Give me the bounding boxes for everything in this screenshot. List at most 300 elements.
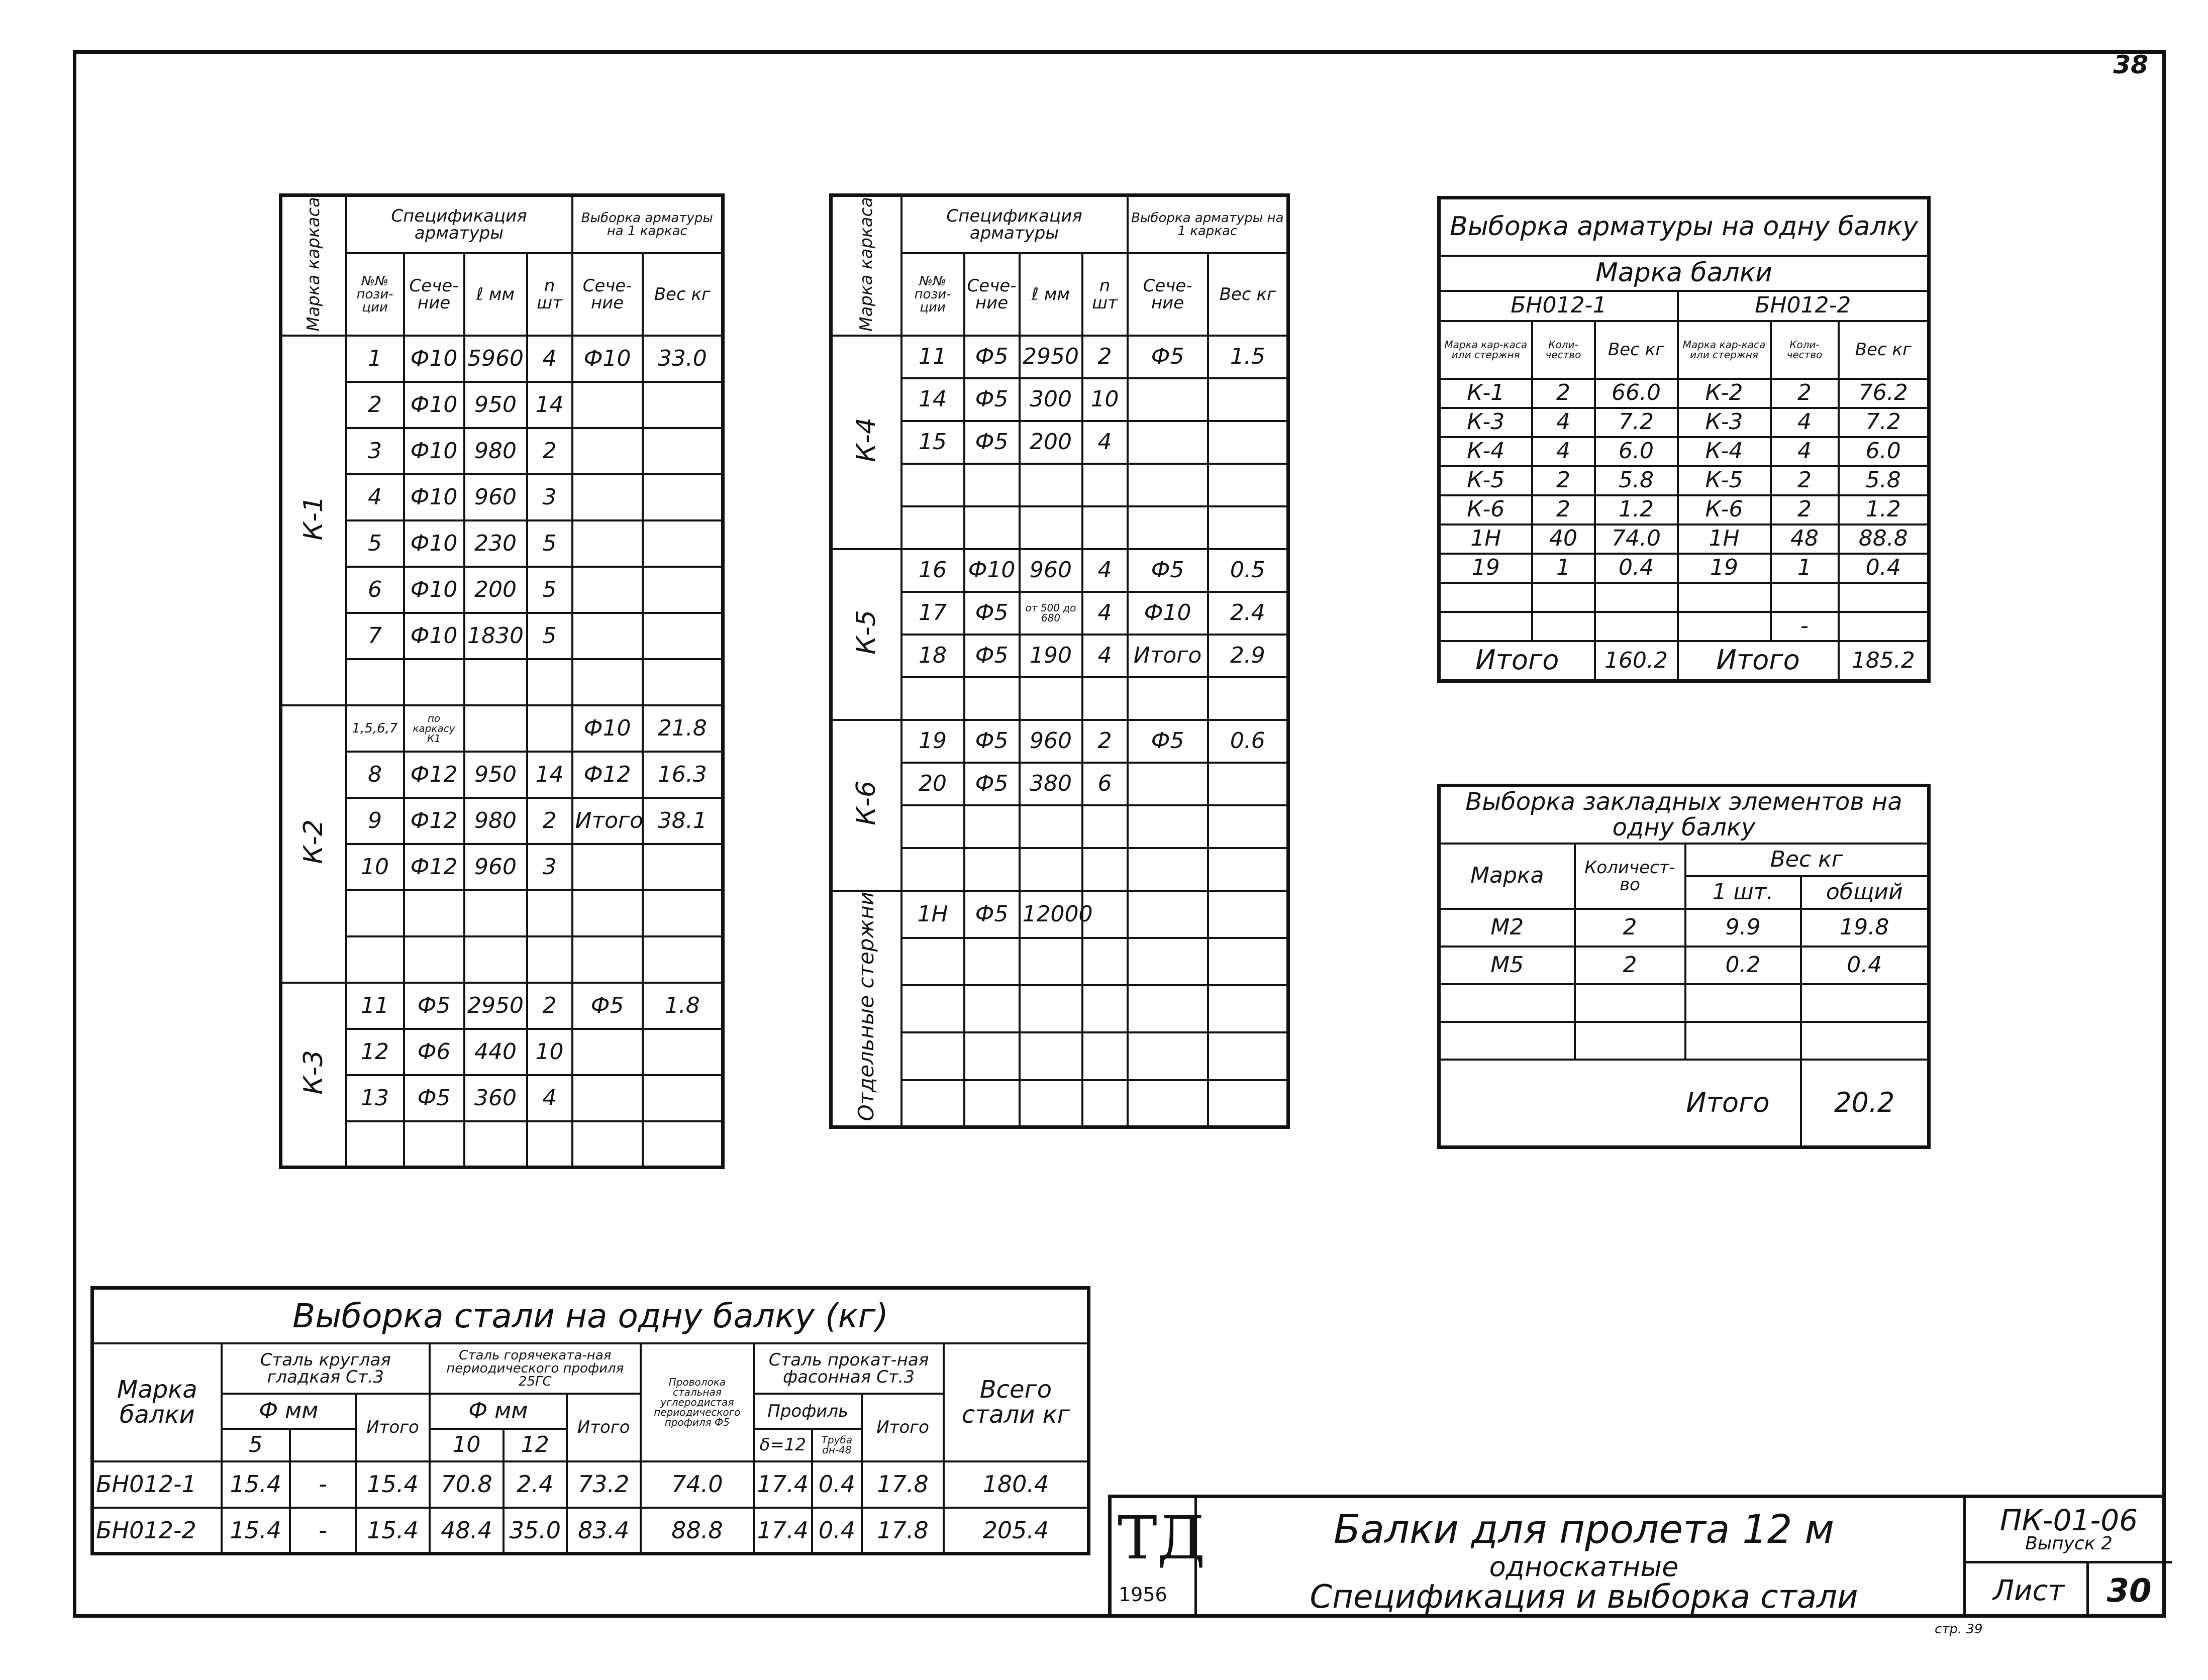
- cell-w: [1208, 805, 1288, 848]
- table-cell: [1575, 984, 1685, 1022]
- group-label: Отдельные стержни: [831, 891, 901, 1127]
- table-cell: 1Н: [1678, 524, 1771, 554]
- header-all: Всего стали кг: [944, 1343, 1089, 1461]
- cell-pos: [901, 677, 964, 720]
- cell-len: 5960: [464, 336, 527, 382]
- cell-w: [643, 936, 723, 983]
- cell-len: [464, 705, 527, 752]
- cell-ssec: [1128, 848, 1208, 891]
- cell-sec: [964, 1032, 1020, 1080]
- table-cell: М5: [1439, 947, 1575, 984]
- cell-ssec: [1128, 938, 1208, 985]
- table-cell: К-4: [1439, 437, 1532, 466]
- table-cell: 2: [1575, 947, 1685, 984]
- table-cell: 48: [1771, 524, 1839, 554]
- cell-n: [1082, 677, 1128, 720]
- cell-w: [1208, 677, 1288, 720]
- cell-w: [643, 1121, 723, 1168]
- cell-sec: Ф5: [964, 592, 1020, 635]
- cell-len: 960: [464, 474, 527, 520]
- table-cell: 66.0: [1595, 379, 1678, 408]
- header-total-shape: Итого: [862, 1394, 944, 1461]
- cell-sec: [964, 985, 1020, 1032]
- header-qty: Коли-чество: [1532, 321, 1595, 379]
- group-label: К-1: [281, 336, 346, 705]
- cell-pos: 6: [346, 567, 404, 613]
- cell-w: 0.5: [1208, 549, 1288, 592]
- cell-ssec: [572, 936, 643, 983]
- header-profile: Профиль: [754, 1394, 862, 1429]
- cell-sec: [964, 805, 1020, 848]
- table-cell: 1Н: [1439, 524, 1532, 554]
- cell-n: 14: [527, 382, 572, 428]
- cell-sec: Ф5: [964, 720, 1020, 763]
- cell-sec: Ф5: [964, 763, 1020, 805]
- cell-n: 3: [527, 844, 572, 890]
- cell-sec: Ф10: [404, 428, 464, 474]
- total-label: Итого: [1439, 641, 1595, 681]
- table-cell: К-3: [1678, 408, 1771, 437]
- table-cell: 180.4: [944, 1461, 1089, 1508]
- table-cell: 205.4: [944, 1508, 1089, 1554]
- total-value: 185.2: [1839, 641, 1929, 681]
- table-row: [831, 891, 1288, 938]
- stamp-sheet: 30: [2106, 1572, 2152, 1610]
- table-row: [281, 983, 723, 1029]
- group-label: К-6: [831, 720, 901, 891]
- header-spec: Спецификация арматуры: [901, 195, 1128, 254]
- cell-n: [527, 936, 572, 983]
- cell-sec: [404, 659, 464, 705]
- table-cell: [1532, 612, 1595, 641]
- table-row: [1439, 379, 1929, 408]
- cell-n: 14: [527, 752, 572, 798]
- cell-ssec: [572, 890, 643, 936]
- table-cell: 0.4: [1801, 947, 1929, 984]
- header-section: Сече-ние: [964, 253, 1020, 335]
- cell-pos: 15: [901, 421, 964, 464]
- table-row: [831, 549, 1288, 592]
- cell-ssec: Ф5: [1128, 336, 1208, 378]
- cell-n: 2: [1082, 336, 1128, 378]
- header-shape-steel: Сталь прокат-ная фасонная Ст.3: [754, 1343, 944, 1394]
- cell-len: 960: [1020, 549, 1082, 592]
- table-row: [1439, 612, 1929, 641]
- table-cell: [1839, 583, 1929, 612]
- cell-len: [1020, 464, 1082, 506]
- cell-len: от 500 до 680: [1020, 592, 1082, 635]
- cell-w: 33.0: [643, 336, 723, 382]
- header-weight: Вес кг: [1595, 321, 1678, 379]
- cell-len: 1830: [464, 613, 527, 659]
- table-cell: 6.0: [1595, 437, 1678, 466]
- cell-ssec: [572, 428, 643, 474]
- cell-sec: Ф10: [404, 613, 464, 659]
- table-row: [281, 1121, 723, 1168]
- cell-n: 4: [1082, 549, 1128, 592]
- table-cell: К-2: [1678, 379, 1771, 408]
- group-label: К-5: [831, 549, 901, 720]
- table-row: [281, 474, 723, 520]
- table-cell: 19: [1678, 554, 1771, 583]
- total-label: Итого: [1678, 641, 1839, 681]
- table-cell: [1439, 612, 1532, 641]
- stamp-sheet-label: Лист: [1993, 1574, 2064, 1607]
- cell-len: 200: [1020, 421, 1082, 464]
- header-pipe: Труба dн-48: [812, 1429, 862, 1461]
- cell-n: 10: [1082, 378, 1128, 421]
- table-cell: 83.4: [567, 1508, 641, 1554]
- table-row: [281, 936, 723, 983]
- header-weight-total: общий: [1801, 876, 1929, 909]
- cell-w: 1.8: [643, 983, 723, 1029]
- cell-pos: 1,5,6,7: [346, 705, 404, 752]
- cell-sec: Ф10: [964, 549, 1020, 592]
- table-cell: М2: [1439, 909, 1575, 947]
- table-cell: 5.8: [1595, 466, 1678, 495]
- cell-n: [1082, 1080, 1128, 1127]
- cell-w: 2.4: [1208, 592, 1288, 635]
- cell-ssec: [572, 1121, 643, 1168]
- cell-len: 230: [464, 520, 527, 567]
- cell-n: 5: [527, 613, 572, 659]
- cell-pos: 17: [901, 592, 964, 635]
- cell-sec: [964, 1080, 1020, 1127]
- cell-w: 0.6: [1208, 720, 1288, 763]
- table-row: [1439, 466, 1929, 495]
- cell-ssec: Ф5: [1128, 720, 1208, 763]
- header-mark-2: Марка кар-каса или стержня: [1678, 321, 1771, 379]
- cell-sec: [964, 938, 1020, 985]
- table-cell: 0.4: [812, 1461, 862, 1508]
- cell-ssec: [1128, 985, 1208, 1032]
- table-cell: [1532, 583, 1595, 612]
- cell-ssec: [1128, 1032, 1208, 1080]
- cell-len: 300: [1020, 378, 1082, 421]
- table-cell: 17.4: [754, 1508, 812, 1554]
- cell-n: [1082, 938, 1128, 985]
- table-cell: 0.4: [1839, 554, 1929, 583]
- cell-n: [1082, 985, 1128, 1032]
- table-row: [281, 613, 723, 659]
- steel-title: Выборка стали на одну балку (кг): [92, 1288, 1089, 1343]
- table-cell: 70.8: [430, 1461, 504, 1508]
- table-cell: 15.4: [222, 1461, 290, 1508]
- table-cell: 0.2: [1685, 947, 1801, 984]
- table-cell: 88.8: [1839, 524, 1929, 554]
- cell-len: [1020, 677, 1082, 720]
- cell-n: 5: [527, 520, 572, 567]
- cell-len: 2950: [1020, 336, 1082, 378]
- cell-w: [1208, 1080, 1288, 1127]
- cell-ssec: [1128, 421, 1208, 464]
- table-cell: 19.8: [1801, 909, 1929, 947]
- cell-len: [464, 890, 527, 936]
- table-cell: [1771, 583, 1839, 612]
- cell-len: 380: [1020, 763, 1082, 805]
- table-cell: К-5: [1678, 466, 1771, 495]
- cell-pos: 12: [346, 1029, 404, 1075]
- table-cell: 0.4: [812, 1508, 862, 1554]
- table-cell: 74.0: [1595, 524, 1678, 554]
- header-phi: Ф мм: [222, 1394, 356, 1429]
- total-label: Итого: [1439, 1060, 1801, 1147]
- table-cell: 48.4: [430, 1508, 504, 1554]
- cell-ssec: [1128, 891, 1208, 938]
- table-cell: 5.8: [1839, 466, 1929, 495]
- cell-n: 2: [527, 983, 572, 1029]
- table-row: [1439, 947, 1929, 984]
- table-cell: [1439, 984, 1575, 1022]
- table-cell: [1801, 984, 1929, 1022]
- cell-pos: 11: [346, 983, 404, 1029]
- cell-w: 16.3: [643, 752, 723, 798]
- beam-mark: БН012-1: [92, 1461, 222, 1508]
- cell-pos: 4: [346, 474, 404, 520]
- table-row: [1439, 909, 1929, 947]
- table-cell: 35.0: [504, 1508, 567, 1554]
- table-cell: 4: [1532, 408, 1595, 437]
- table-row: [281, 1029, 723, 1075]
- table-cell: 17.8: [862, 1508, 944, 1554]
- table-row: [281, 798, 723, 844]
- cell-pos: 20: [901, 763, 964, 805]
- table-row: [281, 890, 723, 936]
- cell-pos: 8: [346, 752, 404, 798]
- stamp-right: [1963, 1498, 2169, 1618]
- cell-w: [643, 1075, 723, 1121]
- table-cell: К-4: [1678, 437, 1771, 466]
- cell-len: 960: [464, 844, 527, 890]
- cell-w: 38.1: [643, 798, 723, 844]
- header-length: ℓ мм: [1020, 253, 1082, 335]
- cell-ssec: [1128, 464, 1208, 506]
- stamp-code: ПК-01-06: [1999, 1503, 2138, 1537]
- cell-sec: по каркасу К1: [404, 705, 464, 752]
- cell-pos: 19: [901, 720, 964, 763]
- table-cell: 6.0: [1839, 437, 1929, 466]
- header-wire: Проволока стальная углеродистая периодического профиля Ф5: [641, 1343, 754, 1461]
- cell-ssec: [1128, 763, 1208, 805]
- header-selection: Выборка арматуры на 1 каркас: [1128, 195, 1288, 254]
- cell-ssec: Итого: [1128, 635, 1208, 677]
- table-cell: 17.4: [754, 1461, 812, 1508]
- cell-sec: [404, 890, 464, 936]
- table-cell: 1.2: [1839, 495, 1929, 524]
- cell-len: 950: [464, 382, 527, 428]
- table-row: [1439, 1022, 1929, 1060]
- cell-n: 2: [527, 428, 572, 474]
- cell-len: [464, 659, 527, 705]
- cell-pos: [901, 1080, 964, 1127]
- cell-w: [643, 520, 723, 567]
- cell-ssec: [1128, 1080, 1208, 1127]
- cell-pos: [901, 985, 964, 1032]
- cell-pos: [346, 936, 404, 983]
- cell-len: 440: [464, 1029, 527, 1075]
- table-row: [281, 705, 723, 752]
- table-cell: 2.4: [504, 1461, 567, 1508]
- cell-sec: [964, 464, 1020, 506]
- cell-pos: [901, 848, 964, 891]
- header-qty: Количест-во: [1575, 844, 1685, 909]
- table-row: [1439, 408, 1929, 437]
- table-row: [1439, 524, 1929, 554]
- stamp-caption: Спецификация и выборка стали: [1310, 1579, 1858, 1616]
- table-row: [281, 844, 723, 890]
- header-section-2: Сече-ние: [1128, 253, 1208, 335]
- cell-pos: [346, 890, 404, 936]
- table-cell: 2: [1532, 466, 1595, 495]
- cell-n: [527, 705, 572, 752]
- beam-2-header: БН012-2: [1678, 291, 1929, 321]
- table-cell: 1: [1771, 554, 1839, 583]
- cell-sec: Ф12: [404, 798, 464, 844]
- header-selection: Выборка арматуры на 1 каркас: [572, 195, 723, 254]
- cell-sec: Ф12: [404, 752, 464, 798]
- stamp-title: Балки для пролета 12 м: [1333, 1507, 1835, 1552]
- cell-w: 1.5: [1208, 336, 1288, 378]
- header-count: n шт: [527, 253, 572, 335]
- header-d-12: 12: [504, 1429, 567, 1461]
- cell-ssec: [572, 659, 643, 705]
- table-row: [281, 567, 723, 613]
- table-cell: [1678, 612, 1771, 641]
- cell-w: [643, 382, 723, 428]
- cell-sec: Ф5: [964, 891, 1020, 938]
- cell-w: [1208, 938, 1288, 985]
- table-cell: 15.4: [356, 1461, 430, 1508]
- header-d-10: 10: [430, 1429, 504, 1461]
- cell-len: 200: [464, 567, 527, 613]
- table-cell: [1439, 583, 1532, 612]
- cell-pos: [901, 464, 964, 506]
- group-label: К-4: [831, 336, 901, 549]
- header-weight: Вес кг: [643, 253, 723, 335]
- cell-n: 3: [527, 474, 572, 520]
- beam-mark: БН012-2: [92, 1508, 222, 1554]
- cell-w: [643, 474, 723, 520]
- cell-sec: [404, 936, 464, 983]
- header-total-hot: Итого: [567, 1394, 641, 1461]
- cell-n: [1082, 848, 1128, 891]
- table-row: [281, 659, 723, 705]
- cell-n: 6: [1082, 763, 1128, 805]
- header-mark: Марка кар-каса или стержня: [1439, 321, 1532, 379]
- cell-w: [1208, 848, 1288, 891]
- cell-ssec: [1128, 378, 1208, 421]
- cell-ssec: Ф5: [572, 983, 643, 1029]
- cell-sec: Ф5: [964, 421, 1020, 464]
- cell-len: 190: [1020, 635, 1082, 677]
- table-cell: 2: [1532, 495, 1595, 524]
- cell-w: [1208, 421, 1288, 464]
- header-mark: Марка каркаса: [281, 195, 346, 336]
- table-cell: [1685, 984, 1801, 1022]
- cell-pos: 2: [346, 382, 404, 428]
- cell-ssec: [1128, 805, 1208, 848]
- total-value: 20.2: [1801, 1060, 1929, 1147]
- table-cell: 40: [1532, 524, 1595, 554]
- cell-n: [527, 1121, 572, 1168]
- cell-w: [1208, 763, 1288, 805]
- rebar-title: Выборка арматуры на одну балку: [1439, 198, 1929, 256]
- cell-sec: Ф6: [404, 1029, 464, 1075]
- table-row: [281, 382, 723, 428]
- stamp-subtitle: односкатные: [1489, 1551, 1679, 1583]
- cell-sec: Ф10: [404, 336, 464, 382]
- cell-w: [643, 1029, 723, 1075]
- stamp-year: 1956: [1119, 1584, 1167, 1606]
- total-value: 160.2: [1595, 641, 1678, 681]
- cell-sec: Ф10: [404, 382, 464, 428]
- header-phi-5: 5: [222, 1429, 290, 1461]
- table-cell: [1801, 1022, 1929, 1060]
- cell-pos: [901, 805, 964, 848]
- cell-pos: 13: [346, 1075, 404, 1121]
- header-weight-one: 1 шт.: [1685, 876, 1801, 909]
- cell-n: [527, 890, 572, 936]
- stamp-issue: Выпуск 2: [2025, 1533, 2113, 1554]
- table-cell: 19: [1439, 554, 1532, 583]
- cell-sec: Ф10: [404, 520, 464, 567]
- header-section-2: Сече-ние: [572, 253, 643, 335]
- cell-sec: Ф5: [964, 635, 1020, 677]
- table-row: [92, 1508, 1089, 1554]
- cell-len: [1020, 985, 1082, 1032]
- table-cell: [1439, 1022, 1575, 1060]
- cell-sec: Ф12: [404, 844, 464, 890]
- cell-sec: Ф5: [404, 1075, 464, 1121]
- cell-w: [643, 567, 723, 613]
- table-cell: К-5: [1439, 466, 1532, 495]
- table-cell: -: [1771, 612, 1839, 641]
- cell-pos: 1Н: [901, 891, 964, 938]
- cell-w: [643, 613, 723, 659]
- cell-len: [464, 936, 527, 983]
- cell-ssec: Ф10: [572, 336, 643, 382]
- header-count: n шт: [1082, 253, 1128, 335]
- header-round-steel: Сталь круглая гладкая Ст.3: [222, 1343, 430, 1394]
- cell-len: 950: [464, 752, 527, 798]
- header-length: ℓ мм: [464, 253, 527, 335]
- table-row: [1439, 554, 1929, 583]
- cell-ssec: [1128, 677, 1208, 720]
- table-cell: 15.4: [222, 1508, 290, 1554]
- table-cell: 4: [1532, 437, 1595, 466]
- spec-table-1: [279, 193, 725, 1169]
- table-cell: 4: [1771, 408, 1839, 437]
- table-cell: 74.0: [641, 1461, 754, 1508]
- header-weight-2: Вес кг: [1839, 321, 1929, 379]
- cell-ssec: Ф10: [1128, 592, 1208, 635]
- cell-len: 980: [464, 428, 527, 474]
- table-cell: 2: [1771, 495, 1839, 524]
- cell-sec: Ф10: [404, 474, 464, 520]
- cell-ssec: [1128, 506, 1208, 549]
- cell-n: 2: [527, 798, 572, 844]
- cell-sec: Ф5: [404, 983, 464, 1029]
- header-weight: Вес кг: [1208, 253, 1288, 335]
- table-cell: 1: [1532, 554, 1595, 583]
- cell-w: [1208, 464, 1288, 506]
- table-cell: [1685, 1022, 1801, 1060]
- beam-1-header: БН012-1: [1439, 291, 1678, 321]
- cell-len: [464, 1121, 527, 1168]
- stamp-divider: [1966, 1561, 2172, 1563]
- cell-n: 10: [527, 1029, 572, 1075]
- rebar-subtitle: Марка балки: [1439, 256, 1929, 291]
